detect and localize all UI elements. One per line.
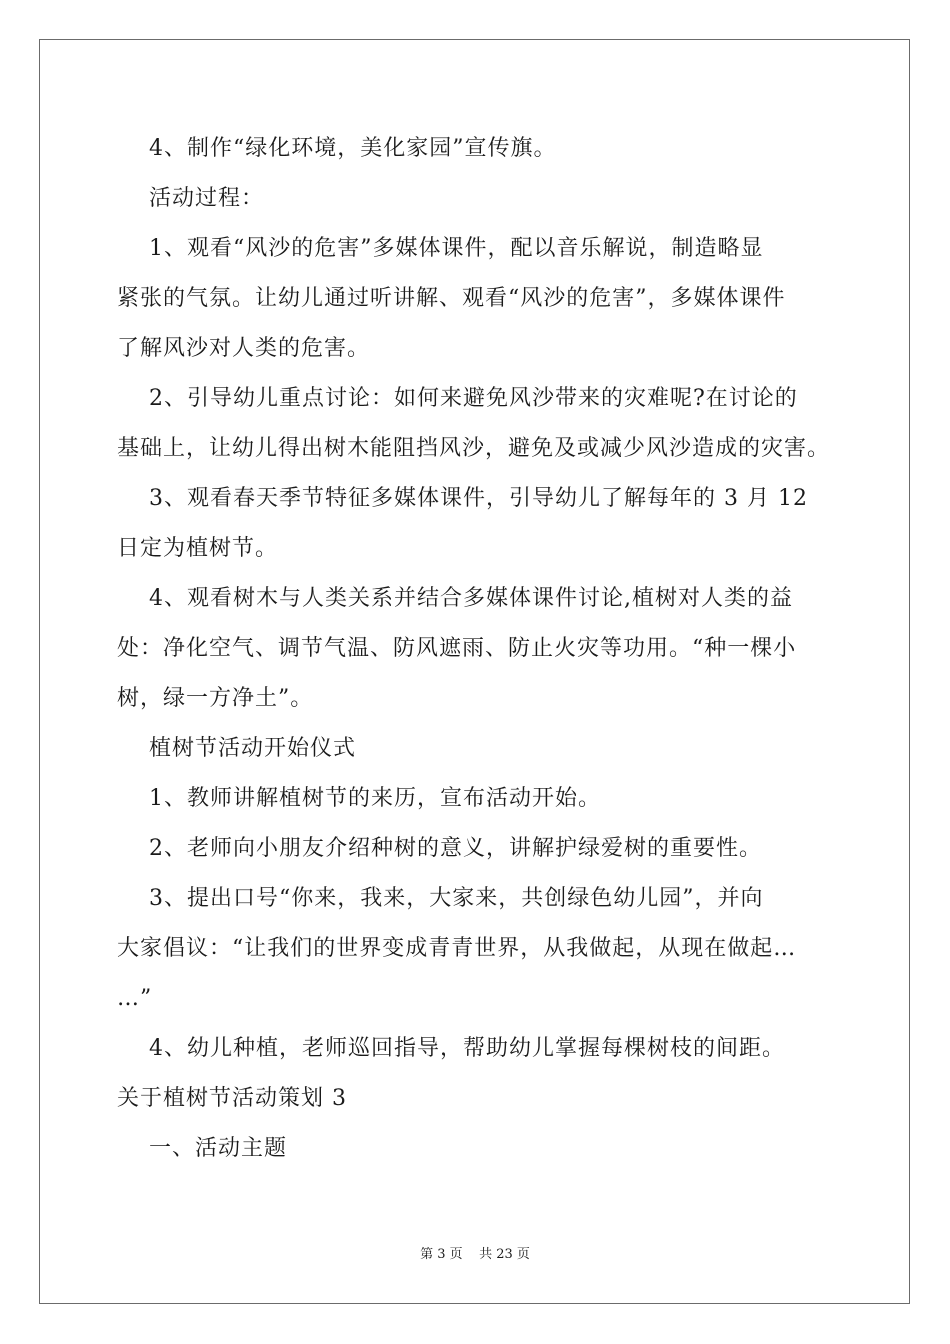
text-line: 植树节活动开始仪式 xyxy=(117,736,356,761)
text-line: 树，绿一方净土”。 xyxy=(117,686,314,711)
text-line: 紧张的气氛。让幼儿通过听讲解、观看“风沙的危害”，多媒体课件 xyxy=(117,286,786,311)
text-line: 大家倡议：“让我们的世界变成青青世界，从我做起，从现在做起… xyxy=(117,936,797,961)
text-line: 2、老师向小朋友介绍种树的意义，讲解护绿爱树的重要性。 xyxy=(117,836,762,861)
text-line: 4、幼儿种植，老师巡回指导，帮助幼儿掌握每棵树枝的间距。 xyxy=(117,1036,785,1061)
page-border xyxy=(39,39,910,1304)
text-line: 了解风沙对人类的危害。 xyxy=(117,336,371,361)
text-line: 3、观看春天季节特征多媒体课件，引导幼儿了解每年的 3 月 12 xyxy=(117,486,808,511)
text-line: 1、教师讲解植树节的来历，宣布活动开始。 xyxy=(117,786,601,811)
text-line: 1、观看“风沙的危害”多媒体课件，配以音乐解说，制造略显 xyxy=(117,236,764,261)
text-line: 活动过程： xyxy=(117,186,264,211)
text-line: …” xyxy=(117,986,153,1011)
page-footer: 第 3 页 共 23 页 xyxy=(420,1247,530,1262)
section-heading: 关于植树节活动策划 3 xyxy=(117,1086,347,1111)
text-line: 一、活动主题 xyxy=(117,1136,287,1161)
text-line: 4、观看树木与人类关系并结合多媒体课件讨论,植树对人类的益 xyxy=(117,586,793,611)
text-line: 日定为植树节。 xyxy=(117,536,279,561)
text-line: 3、提出口号“你来，我来，大家来，共创绿色幼儿园”，并向 xyxy=(117,886,764,911)
text-line: 2、引导幼儿重点讨论：如何来避免风沙带来的灾难呢?在讨论的 xyxy=(117,386,798,411)
text-line: 4、制作“绿化环境，美化家园”宣传旗。 xyxy=(117,136,557,161)
text-line: 处：净化空气、调节气温、防风遮雨、防止火灾等功用。“种一棵小 xyxy=(117,636,797,661)
text-line: 基础上，让幼儿得出树木能阻挡风沙，避免及或减少风沙造成的灾害。 xyxy=(117,436,831,461)
